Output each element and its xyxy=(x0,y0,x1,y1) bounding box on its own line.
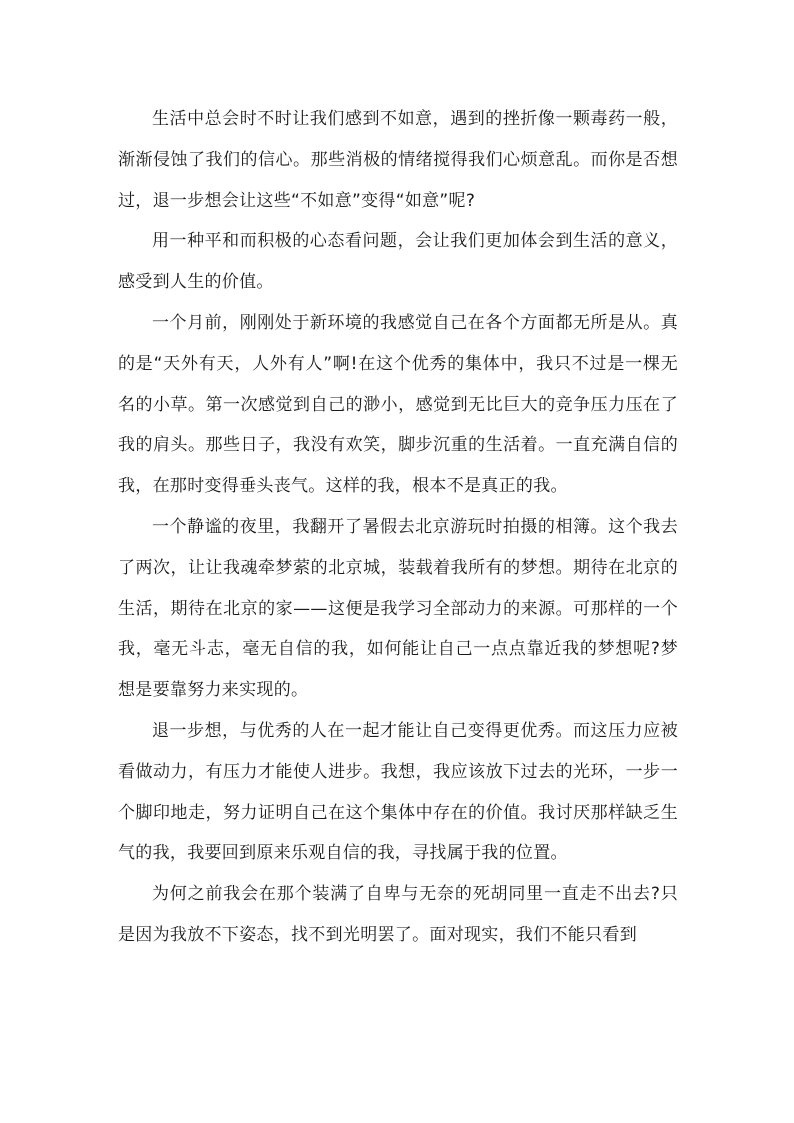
essay-body xyxy=(118,99,678,956)
paragraph-2: 用一种平和而积极的心态看问题，会让我们更加体会到生活的意义，感受到人生的价值。 xyxy=(118,231,678,293)
paragraph-1: 生活中总会时不时让我们感到不如意，遇到的挫折像一颗毒药一般，渐渐侵蚀了我们的信心。那些消极的情绪搅得我们心烦意乱。而你是否想过，退一步想会让这些“不如意”变得“如意”呢? xyxy=(118,109,678,211)
paragraph-3: 一个月前，刚刚处于新环境的我感觉自己在各个方面都无所是从。真的是“天外有天，人外有人”啊!在这个优秀的集体中，我只不过是一棵无名的小草。第一次感觉到自己的渺小，感觉到无比巨大的竞争压力压在了我的肩头。那些日子，我没有欢笑，脚步沉重的生活着。一直充满自信的我，在那时变得垂头丧气。这样的我，根本不是真正的我。 xyxy=(118,312,678,497)
paragraph-6: 为何之前我会在那个装满了自卑与无奈的死胡同里一直走不出去?只是因为我放不下姿态，找不到光明罢了。面对现实，我们不能只看到 xyxy=(118,884,678,945)
paragraph-5: 退一步想，与优秀的人在一起才能让自己变得更优秀。而这压力应被看做动力，有压力才能使人进步。我想，我应该放下过去的光环，一步一个脚印地走，努力证明自己在这个集体中存在的价值。我讨厌那样缺乏生气的我，我要回到原来乐观自信的我，寻找属于我的位置。 xyxy=(118,720,678,864)
paragraph-4: 一个静谧的夜里，我翻开了暑假去北京游玩时拍摄的相簿。这个我去了两次，让让我魂牵梦萦的北京城，装载着我所有的梦想。期待在北京的生活，期待在北京的家——这便是我学习全部动力的来源。可那样的一个我，毫无斗志，毫无自信的我，如何能让自己一点点靠近我的梦想呢?梦想是要靠努力来实现的。 xyxy=(118,516,678,701)
